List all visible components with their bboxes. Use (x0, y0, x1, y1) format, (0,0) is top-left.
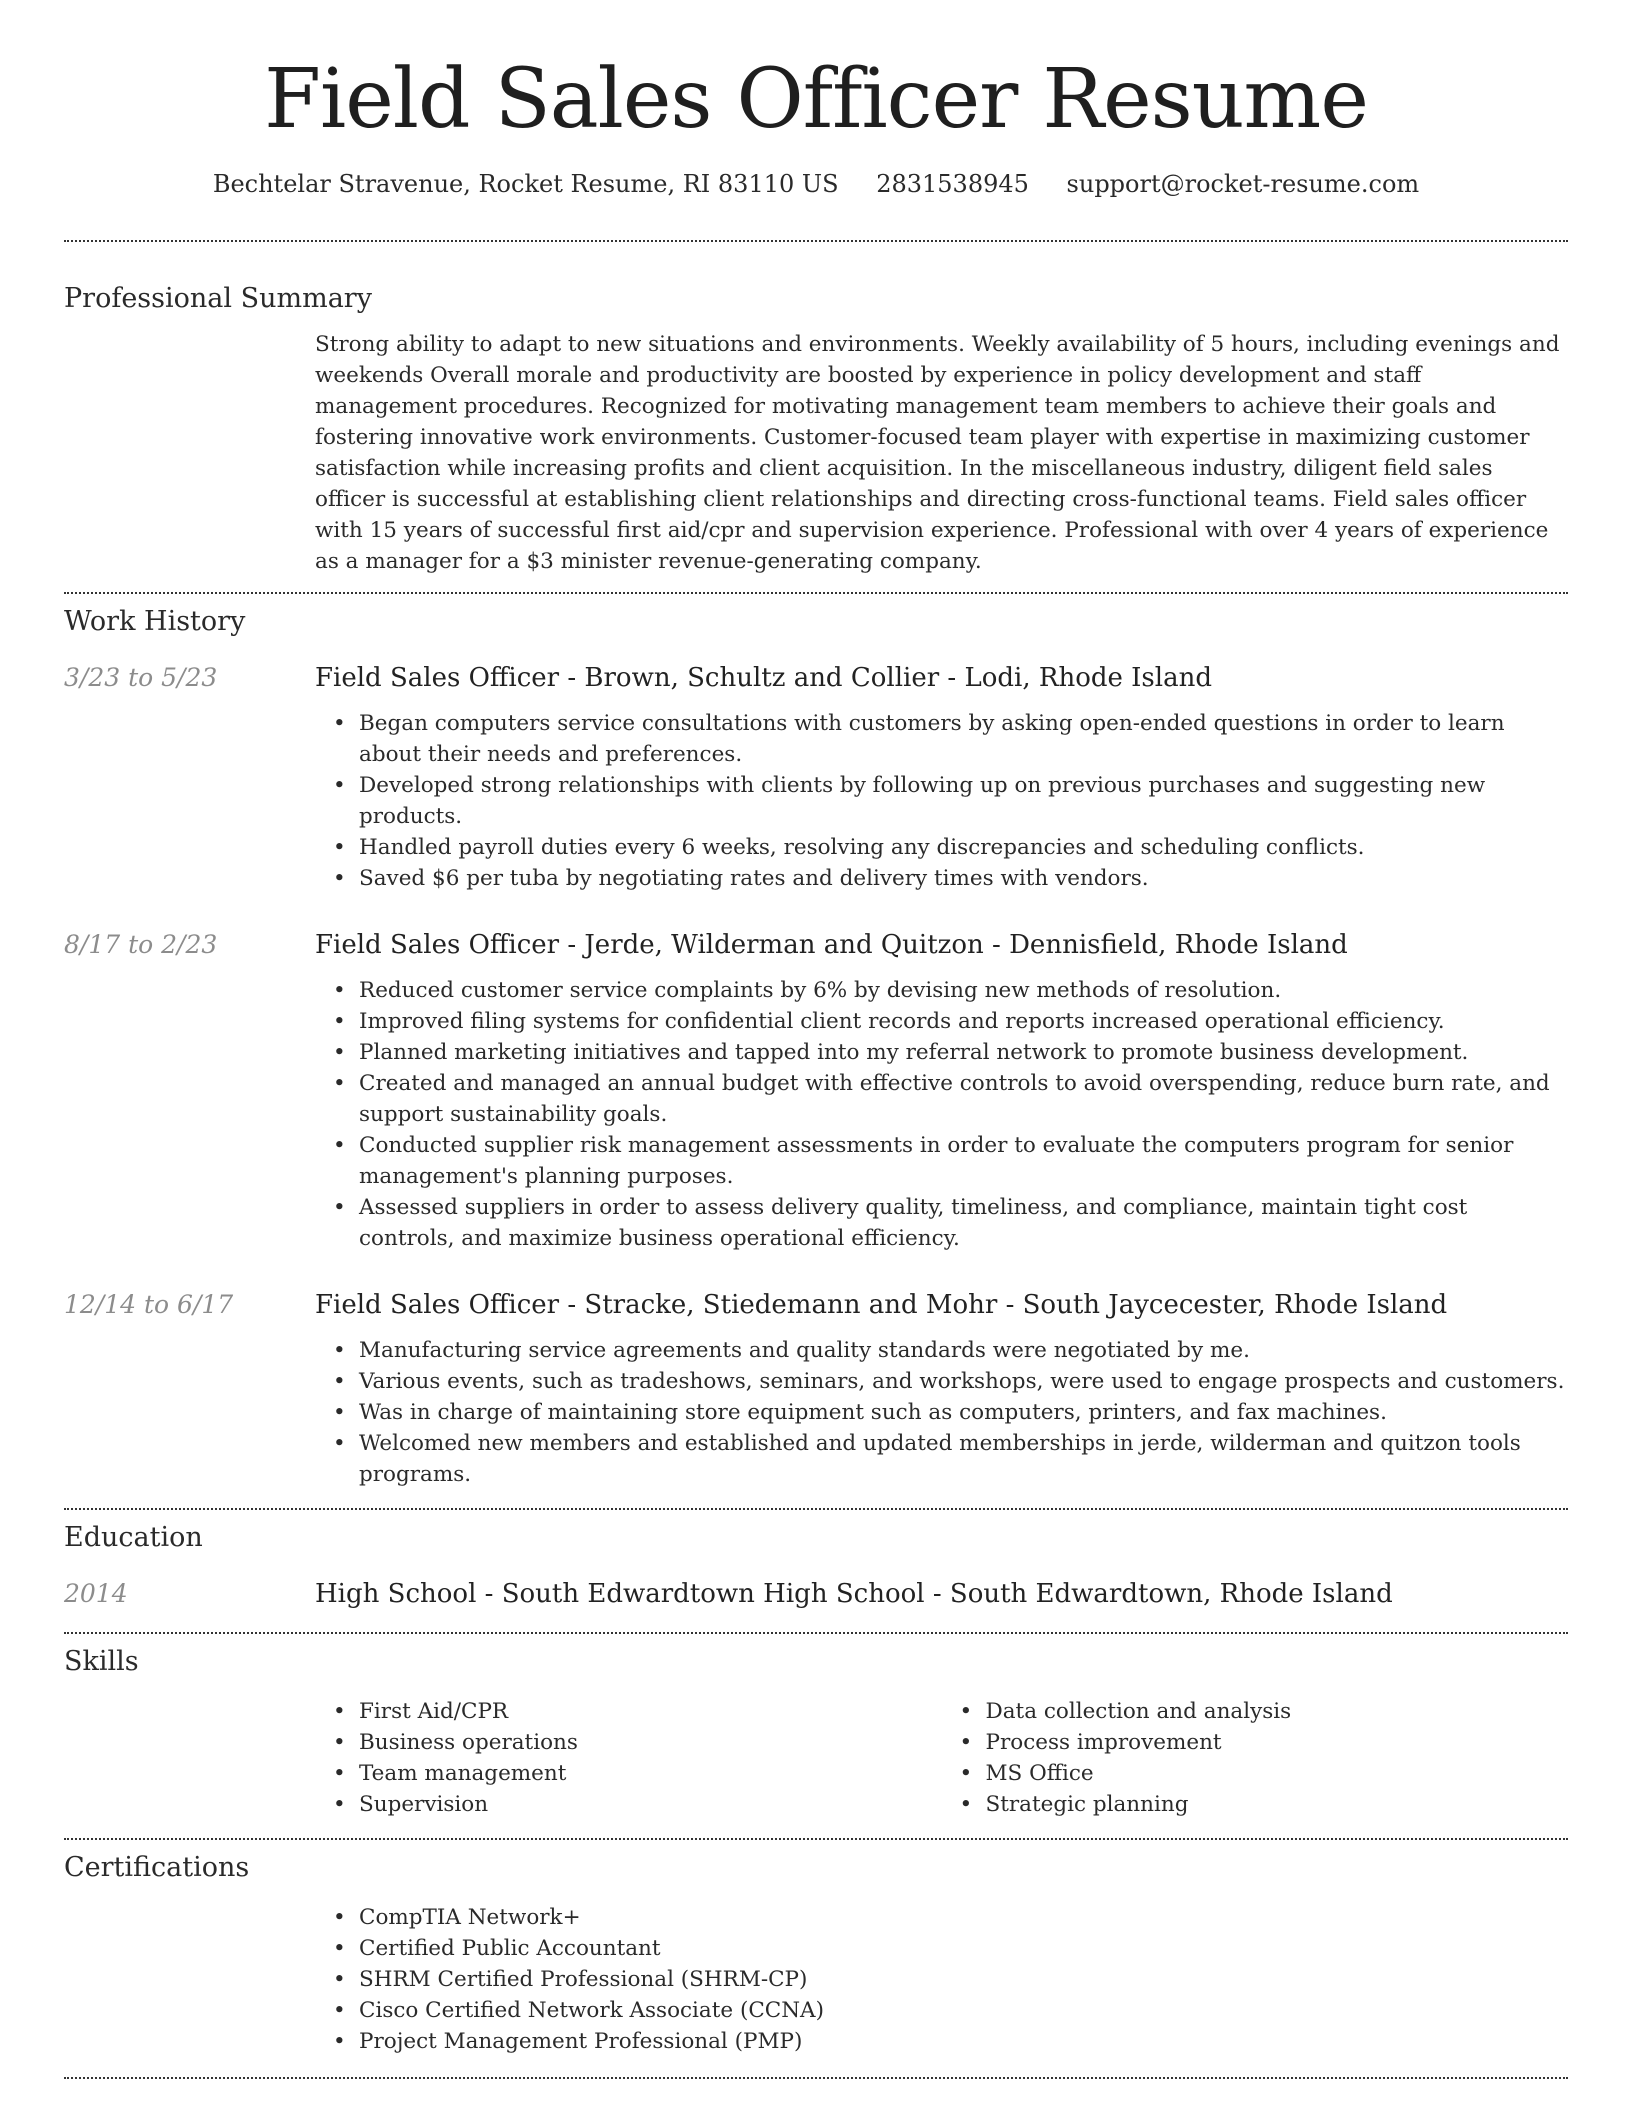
job-date: 8/17 to 2/23 (64, 930, 218, 959)
list-item: • Handled payroll duties every 6 weeks, resolving any discrepancies and scheduling conflicts. (359, 832, 1568, 863)
job-title: Field Sales Officer - Jerde, Wilderman and Quitzon - Dennisfield, Rhode Island (315, 930, 1348, 960)
work-history-section (64, 602, 1568, 1490)
divider (64, 1838, 1568, 1840)
job-date: 12/14 to 6/17 (64, 1290, 234, 1319)
skills-list-left (315, 1696, 942, 1820)
contact-line (64, 166, 1568, 202)
education-date: 2014 (64, 1579, 128, 1608)
list-item: • CompTIA Network+ (359, 1902, 1568, 1933)
list-item: • Assessed suppliers in order to assess delivery quality, timeliness, and compliance, maintain tight cost controls, and maximize business operational efficiency. (359, 1192, 1568, 1254)
divider (64, 240, 1568, 242)
list-item: • Certified Public Accountant (359, 1933, 1568, 1964)
list-item: • Data collection and analysis (986, 1696, 1569, 1727)
job-entry (64, 1287, 1568, 1490)
job-bullets (315, 1335, 1568, 1490)
list-item: • Planned marketing initiatives and tapped into my referral network to promote business development. (359, 1037, 1568, 1068)
contact-email: support@rocket-resume.com (1066, 170, 1420, 198)
job-date: 3/23 to 5/23 (64, 663, 218, 692)
list-item: • Was in charge of maintaining store equipment such as computers, printers, and fax machines. (359, 1397, 1568, 1428)
list-item: • Created and managed an annual budget with effective controls to avoid overspending, reduce burn rate, and support sustainability goals. (359, 1068, 1568, 1130)
list-item: • First Aid/CPR (359, 1696, 942, 1727)
list-item: • Team management (359, 1758, 942, 1789)
list-item: • Began computers service consultations with customers by asking open-ended questions in order to learn about their needs and preferences. (359, 708, 1568, 770)
list-item: • MS Office (986, 1758, 1569, 1789)
list-item: • Reduced customer service complaints by 6% by devising new methods of resolution. (359, 975, 1568, 1006)
job-title: Field Sales Officer - Brown, Schultz and Collier - Lodi, Rhode Island (315, 663, 1212, 693)
summary-section (64, 279, 1568, 577)
list-item: • Improved filing systems for confidential client records and reports increased operational efficiency. (359, 1006, 1568, 1037)
resume-title: Field Sales Officer Resume (264, 52, 1368, 147)
job-bullets (315, 708, 1568, 894)
summary-text: Strong ability to adapt to new situations and environments. Weekly availability of 5 hours, including evenings and weekends Overall morale and productivity are boosted by experience in policy development and staff management procedures. Recognized for motivating management team members to achieve their goals and fostering innovative work environments. Customer-focused team player with expertise in maximizing customer satisfaction while increasing profits and client acquisition. In the miscellaneous industry, diligent field sales officer is successful at establishing client relationships and directing cross-functional teams. Field sales officer with 15 years of successful first aid/cpr and supervision experience. Professional with over 4 years of experience as a manager for a $3 minister revenue-generating company. (315, 332, 1560, 574)
divider (64, 592, 1568, 594)
certifications-list (315, 1902, 1568, 2057)
education-entry (64, 1576, 1568, 1612)
list-item: • Project Management Professional (PMP) (359, 2026, 1568, 2057)
skills-section (64, 1642, 1568, 1820)
list-item: • Various events, such as tradeshows, seminars, and workshops, were used to engage prospects and customers. (359, 1366, 1568, 1397)
divider (64, 1508, 1568, 1510)
list-item: • Process improvement (986, 1727, 1569, 1758)
skills-list-right (942, 1696, 1569, 1820)
education-title: High School - South Edwardtown High School - South Edwardtown, Rhode Island (315, 1579, 1393, 1609)
contact-phone: 2831538945 (876, 170, 1029, 198)
list-item: • Cisco Certified Network Associate (CCNA) (359, 1995, 1568, 2026)
list-item: • Conducted supplier risk management assessments in order to evaluate the computers program for senior management's planning purposes. (359, 1130, 1568, 1192)
list-item: • Supervision (359, 1789, 942, 1820)
resume-page (64, 0, 1568, 2079)
list-item: • Manufacturing service agreements and quality standards were negotiated by me. (359, 1335, 1568, 1366)
list-item: • Welcomed new members and established and updated memberships in jerde, wilderman and quitzon tools programs. (359, 1428, 1568, 1490)
divider (64, 1632, 1568, 1634)
list-item: • Saved $6 per tuba by negotiating rates and delivery times with vendors. (359, 863, 1568, 894)
skills-heading: Skills (64, 1646, 139, 1677)
list-item: • Strategic planning (986, 1789, 1569, 1820)
job-bullets (315, 975, 1568, 1254)
list-item: • Developed strong relationships with clients by following up on previous purchases and suggesting new products. (359, 770, 1568, 832)
education-section (64, 1518, 1568, 1612)
list-item: • SHRM Certified Professional (SHRM-CP) (359, 1964, 1568, 1995)
job-title: Field Sales Officer - Stracke, Stiedemann and Mohr - South Jaycecester, Rhode Island (315, 1290, 1448, 1320)
certifications-heading: Certifications (64, 1852, 250, 1883)
certifications-section (64, 1848, 1568, 2057)
list-item: • Business operations (359, 1727, 942, 1758)
job-entry (64, 927, 1568, 1254)
summary-heading: Professional Summary (64, 283, 372, 314)
work-history-heading: Work History (64, 606, 246, 637)
job-entry (64, 660, 1568, 894)
divider (64, 2077, 1568, 2079)
contact-address: Bechtelar Stravenue, Rocket Resume, RI 83110 US (212, 170, 839, 198)
education-heading: Education (64, 1522, 203, 1553)
